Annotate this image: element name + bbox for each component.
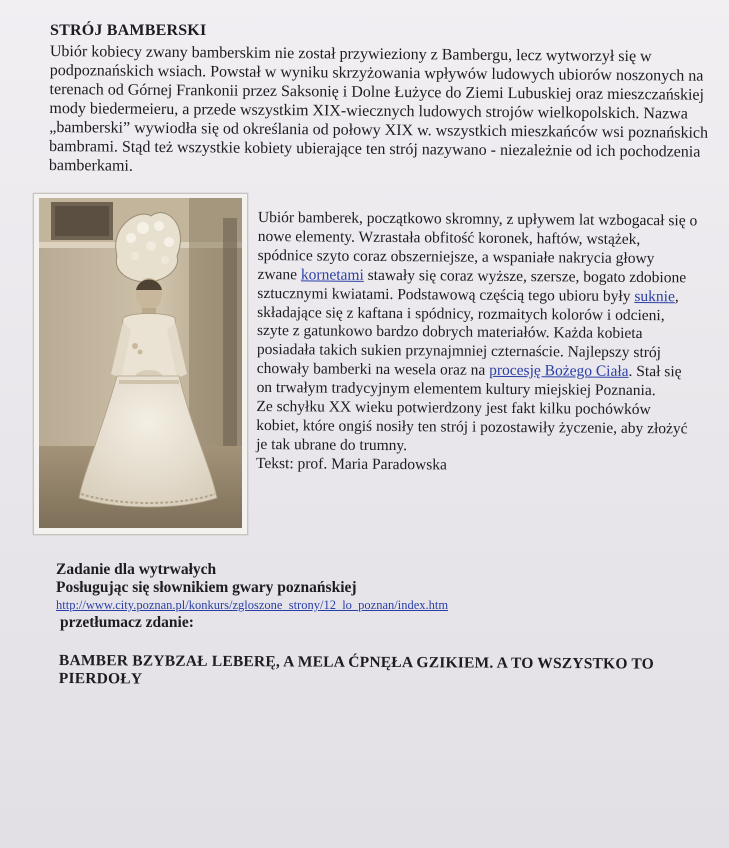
- woman-in-bamber-costume-photo: [39, 198, 242, 528]
- task-translate-instruction: przetłumacz zdanie:: [60, 614, 194, 631]
- description-text-b: stawały się coraz wyższe, szersze, bogato zdobione sztucznymi kwiatami. Podstawową częścią tego ubioru były: [257, 266, 687, 305]
- link-suknie[interactable]: suknie: [634, 287, 675, 305]
- link-procesja-bozego-ciala[interactable]: procesję Bożego Ciała: [489, 362, 629, 381]
- task-instruction: Posługując się słownikiem gwary poznańskiej: [56, 579, 357, 596]
- description-text-d: . Stał się on trwałym tradycyjnym elementem kultury miejskiej Poznania.: [256, 363, 682, 400]
- intro-text: Ubiór kobiecy zwany bamberskim nie został przywieziony z Bambergu, lecz wytworzył się w podpoznańskich wsiach. Powstał w wyniku skrzyżowania wpływów ludowych ubiorów noszonych na terenach od Górnej Frankonii przez Saksonię i Dolne Łużyce do Ziemi Lubuskiej oraz mieszczańskiej mody biedermeieru, a przede wszystkim XIX-wiecznych ludowych strojów wielkopolskich. Nazwa „bamberski” wywiodła się od określania od połowy XIX w. wszystkich mieszkańców wsi poznańskich bambrami. Stąd też wszystkie kobiety ubierające ten strój nazywano - niezależnie od ich pochodzenia bamberkami.: [48, 42, 709, 175]
- description-text-c: , składające się z kaftana i spódnicy, rozmaitych kolorów i odcieni, szyte z gatunkowo bardzo dobrych materiałów. Każda kobieta posiadała takich sukien przynajmniej czternaście. Najlepszy strój chowały bamberki na wesela oraz na: [256, 287, 679, 380]
- dialect-sentence: BAMBER BZYBZAŁ LEBERĘ, A MELA ĆPNĘŁA GZIKIEM. A TO WSZYSTKO TO PIERDOŁY: [58, 652, 654, 688]
- link-kornety[interactable]: kornetami: [300, 266, 364, 284]
- document-title: STRÓJ BAMBERSKI: [50, 22, 207, 39]
- description-paragraph-2: Ze schyłku XX wieku potwierdzony jest fakt kilku pochówków kobiet, które ongiś nosiły ten strój i pozostawiły życzenie, aby złożyć je tak ubrane do trumny.: [256, 398, 688, 455]
- task-heading: Zadanie dla wytrwałych: [56, 561, 217, 578]
- author-credit: Tekst: prof. Maria Paradowska: [255, 454, 447, 474]
- task-section: [56, 561, 357, 597]
- description-paragraph-1: [257, 209, 698, 402]
- dictionary-link[interactable]: http://www.city.poznan.pl/konkurs/zgloszone_strony/12_lo_poznan/index.htm: [56, 598, 449, 612]
- description-text-a: Ubiór bamberek, początkowo skromny, z upływem lat wzbogacał się o nowe elementy. Wzrastała obfitość koronek, haftów, wstążek, spódnice szyto coraz obszerniejsze, a wspaniałe nakrycia głowy zwane: [257, 209, 698, 284]
- costume-description: [256, 209, 698, 477]
- intro-paragraph: [49, 42, 720, 181]
- historical-photo-frame: [33, 193, 248, 535]
